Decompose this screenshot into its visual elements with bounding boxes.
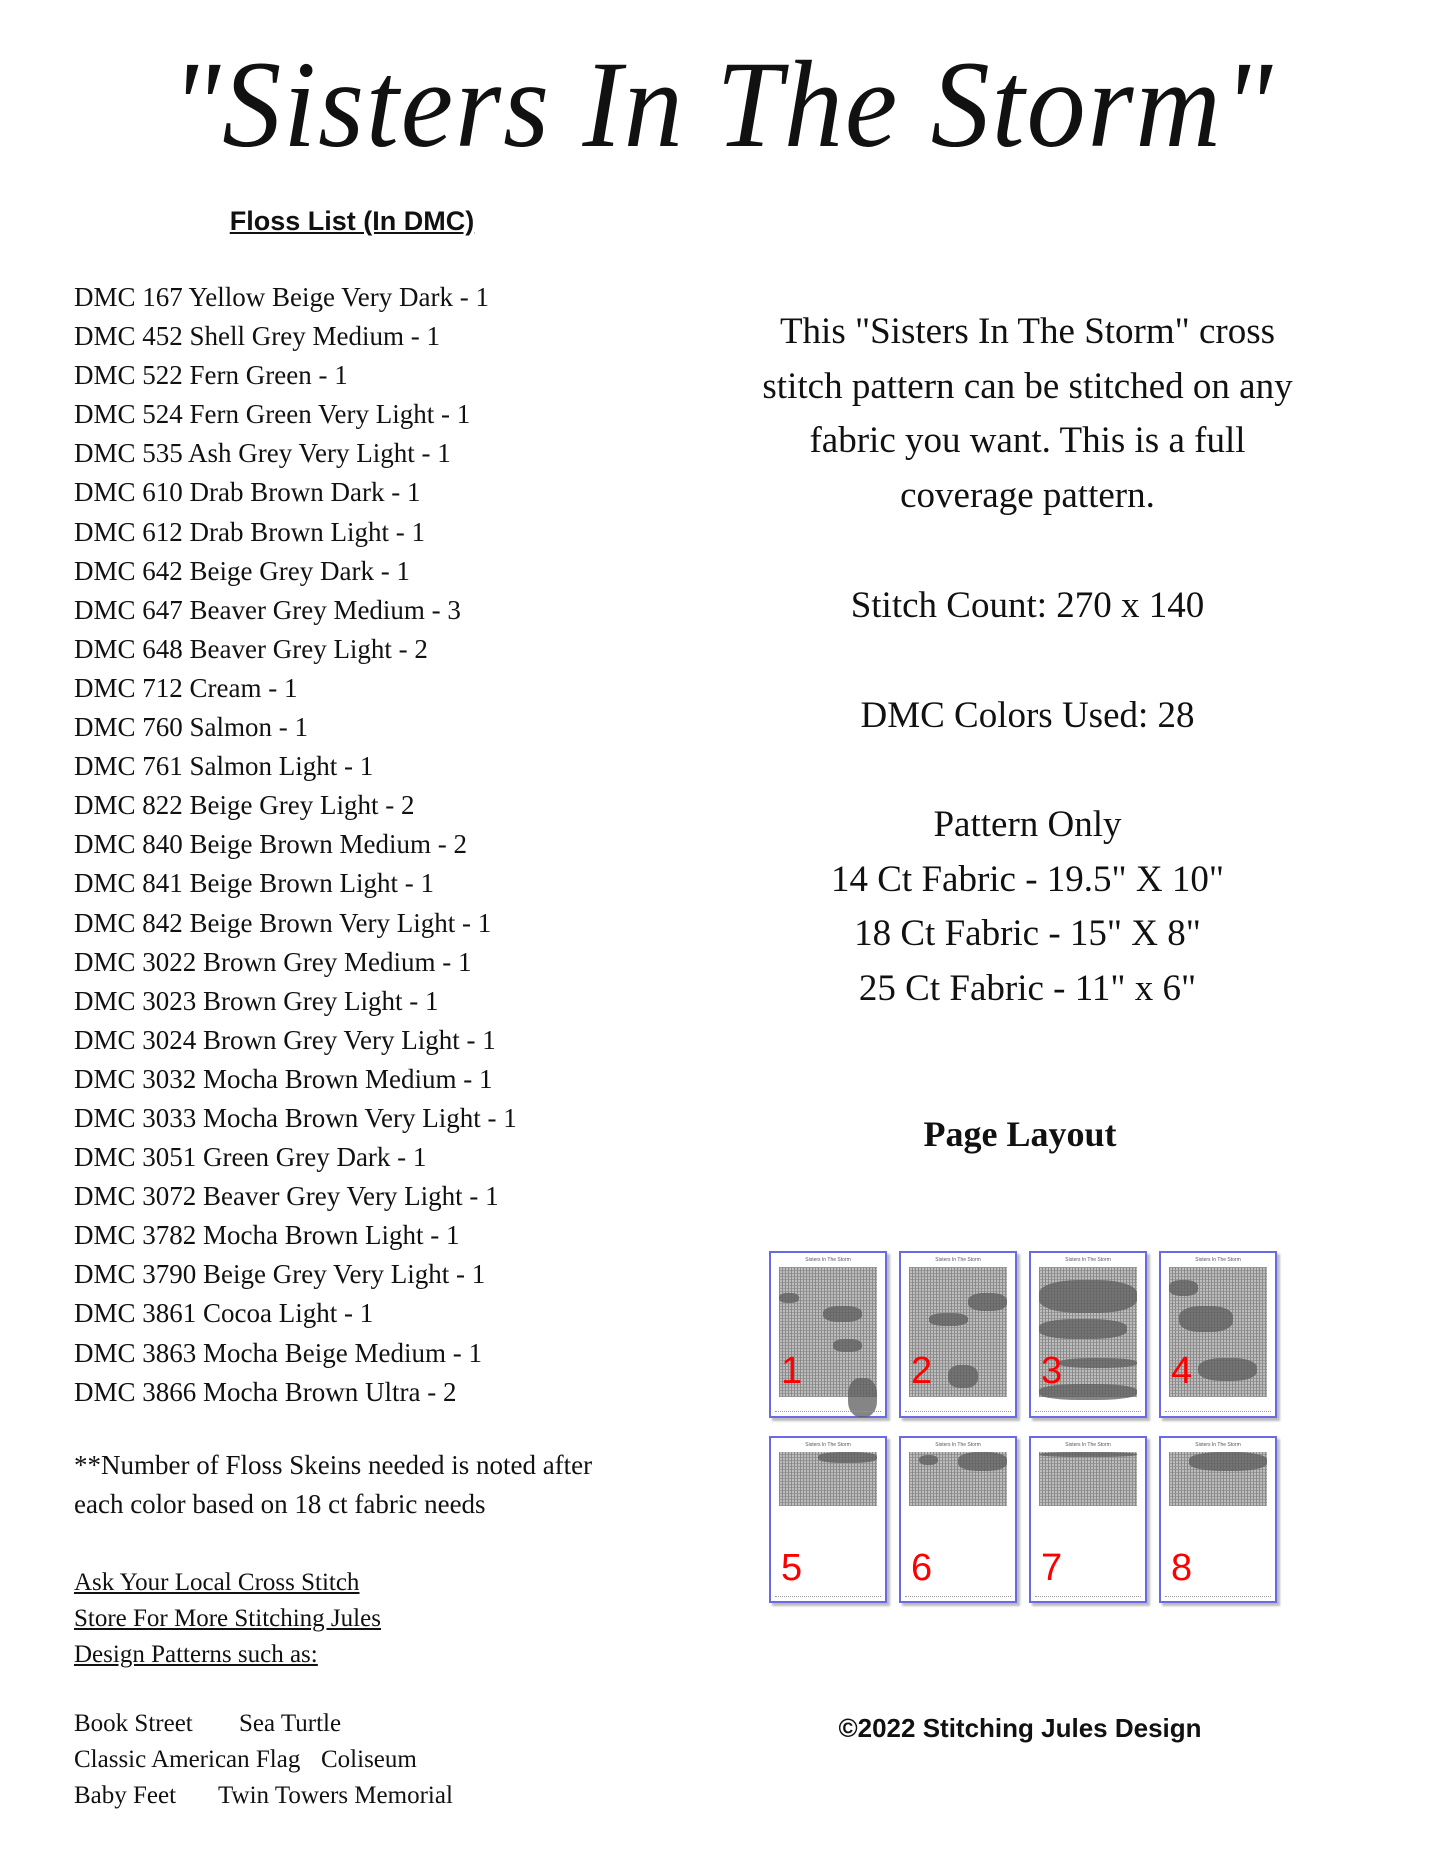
pattern-shading bbox=[1039, 1452, 1137, 1457]
description-line: fabric you want. This is a full bbox=[809, 420, 1246, 461]
description-line: This "Sisters In The Storm" cross bbox=[779, 311, 1276, 352]
pattern-name: Twin Towers Memorial bbox=[218, 1782, 453, 1809]
floss-list-heading: Floss List (In DMC) bbox=[229, 206, 475, 236]
floss-item: DMC 3024 Brown Grey Very Light - 1 bbox=[74, 1024, 496, 1055]
pattern-shading bbox=[1039, 1319, 1127, 1339]
page-thumbnail bbox=[1159, 1251, 1277, 1418]
pattern-shading bbox=[1198, 1358, 1257, 1381]
floss-item: DMC 642 Beige Grey Dark - 1 bbox=[74, 555, 410, 586]
floss-item: DMC 841 Beige Brown Light - 1 bbox=[74, 868, 434, 899]
fabric-sizes bbox=[700, 798, 1355, 1016]
pattern-name: Sea Turtle bbox=[239, 1710, 342, 1737]
description-line: coverage pattern. bbox=[900, 474, 1155, 516]
floss-item: DMC 761 Salmon Light - 1 bbox=[74, 751, 374, 782]
ask-line: Ask Your Local Cross Stitch bbox=[74, 1569, 360, 1596]
thumbnail-title: Sisters In The Storm bbox=[805, 1442, 851, 1448]
floss-item: DMC 842 Beige Brown Very Light - 1 bbox=[74, 907, 492, 938]
floss-item: DMC 612 Drab Brown Light - 1 bbox=[74, 516, 425, 547]
pattern-shading bbox=[948, 1365, 977, 1388]
floss-item: DMC 840 Beige Brown Medium - 2 bbox=[74, 829, 467, 860]
colors-used: DMC Colors Used: 28 bbox=[860, 695, 1195, 736]
thumbnail-footer bbox=[1035, 1596, 1141, 1598]
floss-item: DMC 610 Drab Brown Dark - 1 bbox=[74, 477, 421, 508]
description-line: stitch pattern can be stitched on any bbox=[762, 365, 1293, 407]
pattern-shading bbox=[818, 1452, 877, 1463]
floss-item: DMC 524 Fern Green Very Light - 1 bbox=[74, 399, 471, 430]
thumbnail-title: Sisters In The Storm bbox=[1065, 1257, 1111, 1263]
floss-item: DMC 3023 Brown Grey Light - 1 bbox=[74, 985, 439, 1016]
floss-item: DMC 167 Yellow Beige Very Dark - 1 bbox=[74, 282, 489, 312]
thumbnail-title: Sisters In The Storm bbox=[935, 1442, 981, 1448]
page-number: 4 bbox=[1171, 1350, 1193, 1392]
skein-note bbox=[74, 1446, 674, 1524]
pattern-shading bbox=[1039, 1280, 1137, 1313]
floss-item: DMC 3866 Mocha Brown Ultra - 2 bbox=[74, 1376, 457, 1407]
page-number: 3 bbox=[1041, 1350, 1063, 1392]
thumbnail-footer bbox=[1165, 1596, 1271, 1598]
thumbnail-title: Sisters In The Storm bbox=[1195, 1257, 1241, 1263]
pattern-row bbox=[74, 1778, 453, 1814]
floss-item: DMC 3051 Green Grey Dark - 1 bbox=[74, 1142, 427, 1173]
page-number: 1 bbox=[781, 1350, 803, 1392]
other-patterns bbox=[74, 1706, 453, 1814]
page-thumbnail bbox=[769, 1436, 887, 1603]
pattern-name: Coliseum bbox=[321, 1746, 417, 1773]
thumbnail-footer bbox=[1165, 1411, 1271, 1413]
pattern-shading bbox=[833, 1339, 862, 1352]
page-thumbnail bbox=[899, 1251, 1017, 1418]
floss-item: DMC 3782 Mocha Brown Light - 1 bbox=[74, 1220, 460, 1251]
floss-item: DMC 822 Beige Grey Light - 2 bbox=[74, 790, 415, 821]
pattern-shading bbox=[1179, 1306, 1233, 1332]
floss-item: DMC 3072 Beaver Grey Very Light - 1 bbox=[74, 1181, 499, 1212]
floss-item: DMC 452 Shell Grey Medium - 1 bbox=[74, 321, 440, 352]
page-number: 5 bbox=[781, 1547, 803, 1589]
size-line: Pattern Only bbox=[933, 804, 1122, 845]
page-thumbnail bbox=[1029, 1251, 1147, 1418]
floss-item: DMC 3032 Mocha Brown Medium - 1 bbox=[74, 1063, 493, 1094]
size-line: 25 Ct Fabric - 11" x 6" bbox=[858, 967, 1197, 1009]
pattern-shading bbox=[1169, 1280, 1198, 1296]
floss-item: DMC 3790 Beige Grey Very Light - 1 bbox=[74, 1259, 486, 1290]
stitch-count: Stitch Count: 270 x 140 bbox=[850, 585, 1205, 626]
page-thumbnail bbox=[1029, 1436, 1147, 1603]
floss-item: DMC 3022 Brown Grey Medium - 1 bbox=[74, 946, 472, 977]
pattern-shading bbox=[968, 1293, 1007, 1311]
pattern-row bbox=[74, 1742, 453, 1778]
page-layout-heading: Page Layout bbox=[923, 1114, 1117, 1154]
thumbnail-title: Sisters In The Storm bbox=[1065, 1442, 1111, 1448]
pattern-shading bbox=[1189, 1452, 1267, 1471]
page-number: 6 bbox=[911, 1547, 933, 1589]
pattern-shading bbox=[919, 1455, 939, 1466]
floss-list bbox=[74, 278, 517, 1412]
pattern-shading bbox=[958, 1452, 1007, 1471]
floss-item: DMC 712 Cream - 1 bbox=[74, 672, 298, 703]
pattern-grid bbox=[1169, 1452, 1267, 1506]
pattern-grid bbox=[1039, 1452, 1137, 1506]
page-number: 8 bbox=[1171, 1547, 1193, 1589]
pattern-shading bbox=[1059, 1358, 1137, 1368]
floss-item: DMC 522 Fern Green - 1 bbox=[74, 360, 348, 391]
pattern-name: Classic American Flag bbox=[74, 1746, 301, 1773]
floss-item: DMC 535 Ash Grey Very Light - 1 bbox=[74, 438, 451, 469]
pattern-name: Book Street bbox=[74, 1710, 193, 1737]
page-thumbnail bbox=[769, 1251, 887, 1418]
ask-local-store-text bbox=[74, 1565, 381, 1673]
thumbnail-title: Sisters In The Storm bbox=[1195, 1442, 1241, 1448]
thumbnail-footer bbox=[775, 1411, 881, 1413]
pattern-grid bbox=[779, 1452, 877, 1506]
thumbnail-title: Sisters In The Storm bbox=[805, 1257, 851, 1263]
floss-item: DMC 648 Beaver Grey Light - 2 bbox=[74, 633, 428, 664]
floss-item: DMC 3033 Mocha Brown Very Light - 1 bbox=[74, 1102, 517, 1133]
copyright: ©2022 Stitching Jules Design bbox=[838, 1713, 1202, 1743]
thumbnail-footer bbox=[905, 1411, 1011, 1413]
page-number: 2 bbox=[911, 1350, 933, 1392]
floss-item: DMC 760 Salmon - 1 bbox=[74, 712, 309, 743]
pattern-description bbox=[700, 305, 1355, 523]
thumbnail-footer bbox=[775, 1596, 881, 1598]
note-line: **Number of Floss Skeins needed is noted after bbox=[74, 1450, 593, 1480]
ask-line: Store For More Stitching Jules bbox=[74, 1605, 381, 1632]
floss-item: DMC 647 Beaver Grey Medium - 3 bbox=[74, 594, 461, 625]
floss-item: DMC 3861 Cocoa Light - 1 bbox=[74, 1298, 374, 1329]
pattern-shading bbox=[823, 1306, 862, 1322]
thumbnail-footer bbox=[1035, 1411, 1141, 1413]
page-number: 7 bbox=[1041, 1547, 1063, 1589]
page-title: "Sisters In The Storm" bbox=[170, 35, 1275, 174]
pattern-shading bbox=[929, 1313, 968, 1326]
pattern-name: Baby Feet bbox=[74, 1782, 177, 1809]
thumbnail-title: Sisters In The Storm bbox=[935, 1257, 981, 1263]
size-line: 18 Ct Fabric - 15" X 8" bbox=[854, 913, 1201, 954]
size-line: 14 Ct Fabric - 19.5" X 10" bbox=[831, 858, 1224, 900]
thumbnail-footer bbox=[905, 1596, 1011, 1598]
pattern-shading bbox=[779, 1293, 799, 1303]
page-thumbnail bbox=[899, 1436, 1017, 1603]
pattern-grid bbox=[909, 1452, 1007, 1506]
pattern-row bbox=[74, 1706, 453, 1742]
page-thumbnail bbox=[1159, 1436, 1277, 1603]
note-line: each color based on 18 ct fabric needs bbox=[74, 1489, 486, 1519]
ask-line: Design Patterns such as: bbox=[74, 1641, 318, 1668]
floss-item: DMC 3863 Mocha Beige Medium - 1 bbox=[74, 1337, 482, 1368]
